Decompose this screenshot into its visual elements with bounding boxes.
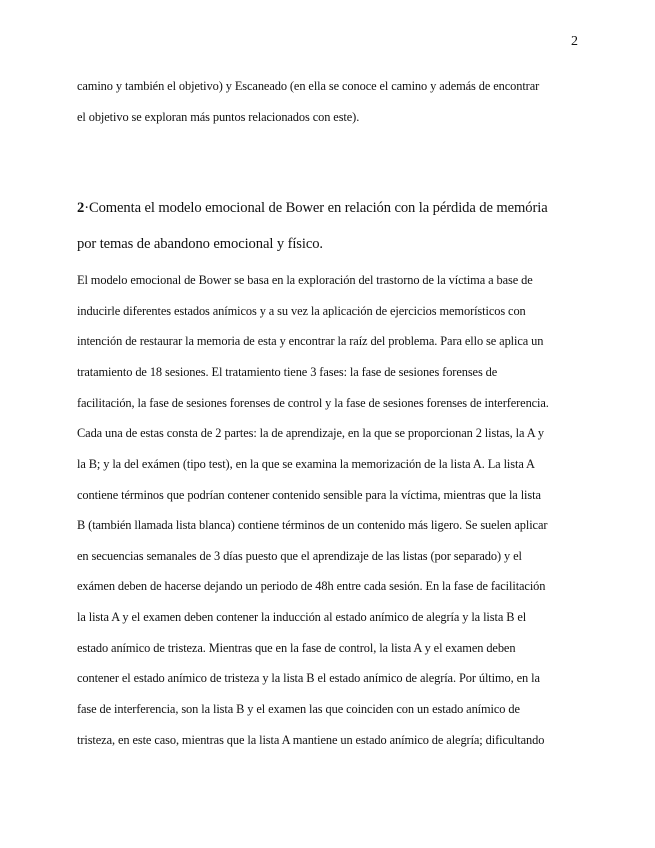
body-line: la lista A y el examen deben contener la inducción al estado anímico de alegría y la lista B el xyxy=(77,610,527,624)
body-line: fase de interferencia, son la lista B y el examen las que coinciden con un estado anímico de xyxy=(77,702,520,716)
body-line: Cada una de estas consta de 2 partes: la de aprendizaje, en la que se proporcionan 2 listas, la A y xyxy=(77,426,544,440)
question-separator: · xyxy=(84,200,89,216)
page-number: 2 xyxy=(571,34,578,49)
intro-line-2: el objetivo se exploran más puntos relacionados con este). xyxy=(77,110,360,124)
question-heading-line-1 xyxy=(77,200,548,217)
body-line: exámen deben de hacerse dejando un periodo de 48h entre cada sesión. En la fase de facilitación xyxy=(77,579,546,593)
body-line: contiene términos que podrían contener contenido sensible para la víctima, mientras que la lista xyxy=(77,488,541,502)
body-line: estado anímico de tristeza. Mientras que en la fase de control, la lista A y el examen deben xyxy=(77,641,516,655)
body-line: B (también llamada lista blanca) contiene términos de un contenido más ligero. Se suelen aplicar xyxy=(77,518,548,532)
body-line: inducirle diferentes estados anímicos y a su vez la aplicación de ejercicios memorísticos con xyxy=(77,304,526,318)
body-line: intención de restaurar la memoria de esta y encontrar la raíz del problema. Para ello se aplica un xyxy=(77,334,544,348)
question-heading-line-2: por temas de abandono emocional y físico. xyxy=(77,236,323,252)
question-text-1: Comenta el modelo emocional de Bower en relación con la pérdida de memória xyxy=(88,200,548,216)
body-line: El modelo emocional de Bower se basa en la exploración del trastorno de la víctima a base de xyxy=(77,273,533,287)
body-line: facilitación, la fase de sesiones forenses de control y la fase de sesiones forenses de interferencia. xyxy=(77,396,549,410)
intro-line-1: camino y también el objetivo) y Escaneado (en ella se conoce el camino y además de encontrar xyxy=(77,79,540,93)
body-line: tratamiento de 18 sesiones. El tratamiento tiene 3 fases: la fase de sesiones forenses de xyxy=(77,365,498,379)
body-line: contener el estado anímico de tristeza y la lista B el estado anímico de alegría. Por último, en la xyxy=(77,671,540,685)
body-line: en secuencias semanales de 3 días puesto que el aprendizaje de las listas (por separado) y el xyxy=(77,549,522,563)
question-number: 2 xyxy=(77,200,85,216)
body-line: tristeza, en este caso, mientras que la lista A mantiene un estado anímico de alegría; dificultando xyxy=(77,733,545,747)
body-line: la B; y la del exámen (tipo test), en la que se examina la memorización de la lista A. La lista A xyxy=(77,457,535,471)
